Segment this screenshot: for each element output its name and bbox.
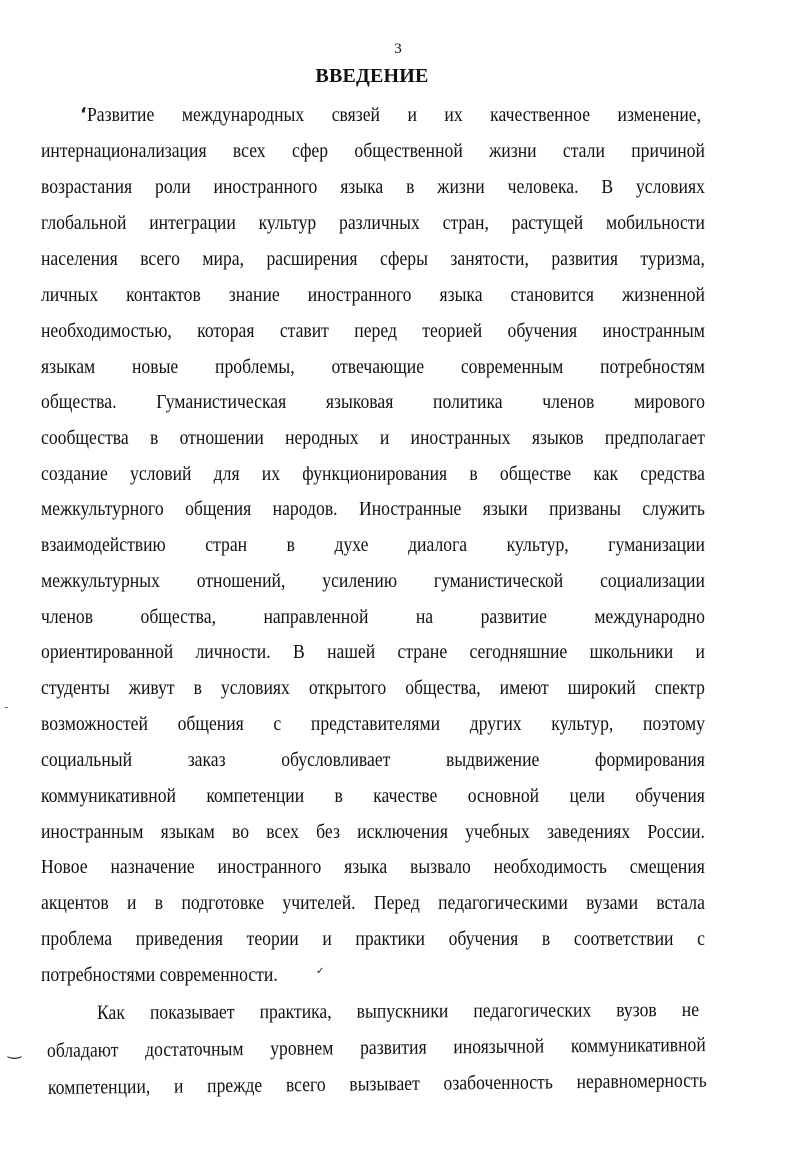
text-line: Развитие международных связей и их качественное изменение, [87, 104, 702, 126]
text-line: интернационализация всех сфер общественной жизни стали причиной [41, 140, 705, 162]
text-line: возрастания роли иностранного языка в жизни человека. В условиях [41, 176, 705, 198]
text-line: ориентированной личности. В нашей стране сегодняшние школьники и [41, 641, 705, 663]
margin-dash-mark-2: ‿ [8, 1040, 21, 1059]
text-line: личных контактов знание иностранного языка становится жизненной [41, 284, 705, 306]
text-line: создание условий для их функционирования в обществе как средства [41, 463, 705, 485]
text-line: акцентов и в подготовке учителей. Перед педагогическими вузами встала [41, 892, 705, 914]
margin-dash-mark: - [4, 700, 9, 714]
text-line: студенты живут в условиях открытого общества, имеют широкий спектр [41, 677, 705, 699]
text-line: потребностями современности. [41, 964, 278, 986]
text-line: населения всего мира, расширения сферы занятости, развития туризма, [41, 248, 705, 270]
check-mark-icon: ✓ [316, 966, 325, 977]
text-line: Как показывает практика, выпускники педагогических вузов не [96, 998, 700, 1024]
text-line: общества. Гуманистическая языковая политика членов мирового [41, 391, 705, 413]
text-line: необходимостью, которая ставит перед теорией обучения иностранным [41, 320, 705, 342]
text-line: взаимодействию стран в духе диалога культур, гуманизации [41, 534, 705, 556]
text-line: межкультурного общения народов. Иностранные языки призваны служить [41, 498, 705, 520]
text-line: сообщества в отношении неродных и иностранных языков предполагает [41, 427, 705, 449]
text-line: коммуникативной компетенции в качестве основной цели обучения [41, 785, 705, 807]
text-line: языкам новые проблемы, отвечающие современным потребностям [41, 356, 705, 378]
text-line: глобальной интеграции культур различных стран, растущей мобильности [41, 212, 705, 234]
text-line: межкультурных отношений, усилению гуманистической социализации [41, 570, 705, 592]
text-line: возможностей общения с представителями других культур, поэтому [41, 713, 705, 735]
text-line: обладают достаточным уровнем развития иноязычной коммуникативной [46, 1033, 706, 1062]
text-line: социальный заказ обусловливает выдвижение формирования [41, 749, 705, 771]
text-line: компетенции, и прежде всего вызывает озабоченность неравномерность [47, 1069, 707, 1099]
text-line: иностранным языкам во всех без исключения учебных заведениях России. [41, 821, 705, 843]
text-line: Новое назначение иностранного языка вызвало необходимость смещения [41, 856, 705, 878]
section-title: ВВЕДЕНИЕ [315, 65, 429, 87]
text-line: проблема приведения теории и практики обучения в соответствии с [41, 928, 705, 950]
text-line: членов общества, направленной на развитие международно [41, 606, 705, 628]
pencil-tick-start-icon: ʻ [80, 104, 87, 125]
page-number: 3 [394, 41, 402, 57]
